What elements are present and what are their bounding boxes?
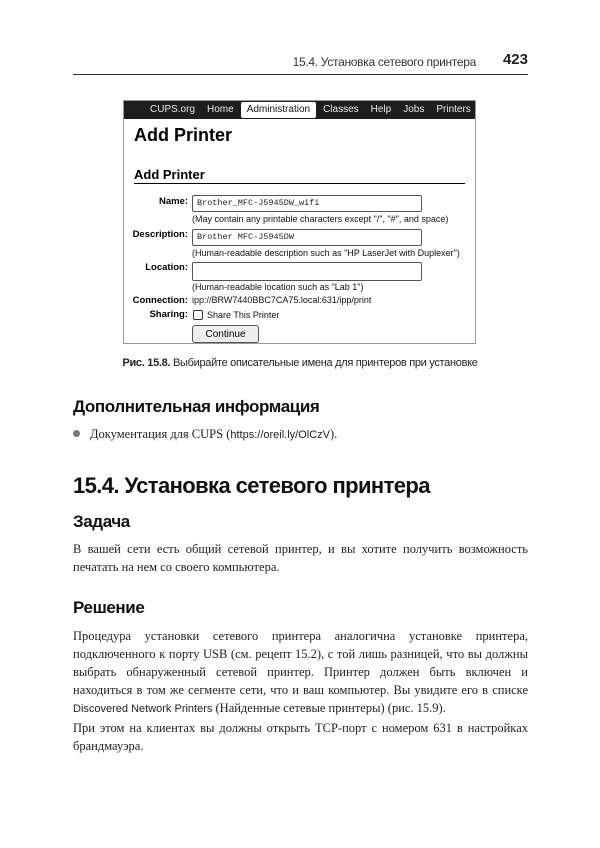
description-label: Description: <box>132 229 188 240</box>
continue-button[interactable]: Continue <box>192 325 259 343</box>
bullet-icon <box>73 430 80 437</box>
location-hint: (Human-readable location such as "Lab 1") <box>192 282 364 292</box>
name-hint: (May contain any printable characters except "/", "#", and space) <box>192 214 449 224</box>
connection-uri: ipp://BRW7440BBC7CA75.local:631/ipp/print <box>192 295 372 305</box>
location-input[interactable] <box>192 262 422 281</box>
caption-number: Рис. 15.8. <box>122 357 171 369</box>
cups-screenshot <box>123 100 476 344</box>
connection-label: Connection: <box>132 295 188 306</box>
tab-classes[interactable]: Classes <box>323 104 359 115</box>
description-input[interactable]: Brother MFC-J5945DW <box>192 229 422 246</box>
running-title: 15.4. Установка сетевого принтера <box>292 55 476 69</box>
cups-docs-link[interactable]: https://oreil.ly/OlCzV <box>230 429 330 441</box>
firewall-paragraph: При этом на клиентах вы должны открыть TCP-порт с номером 631 в настройках брандмауэра. <box>73 721 528 753</box>
discovered-printers-term: Discovered Network Printers <box>73 703 213 715</box>
tab-help[interactable]: Help <box>370 104 392 115</box>
cups-nav-bar <box>124 101 475 119</box>
share-printer-label: Share This Printer <box>207 310 280 320</box>
caption-text: Выбирайте описательные имена для принтеров при установке <box>172 357 478 369</box>
tab-printers[interactable]: Printers <box>436 104 471 115</box>
solution-paragraph <box>73 627 528 718</box>
cups-page-title: Add Printer <box>134 125 233 145</box>
section-title: 15.4. Установка сетевого принтера <box>73 473 430 498</box>
location-label: Location: <box>145 262 188 273</box>
solution-text-2: (Найденные сетевые принтеры) (рис. 15.9). <box>215 701 446 715</box>
task-heading: Задача <box>73 512 130 531</box>
figure-caption <box>0 357 600 369</box>
share-printer-checkbox[interactable] <box>193 310 203 320</box>
more-info-heading: Дополнительная информация <box>73 397 320 416</box>
solution-heading: Решение <box>73 598 145 617</box>
bullet-text: Документация для CUPS ( <box>90 427 231 441</box>
solution-text-1: Процедура установки сетевого принтера аналогична установке принтера, подключенного к порту USB (см. рецепт 15.2), с той лишь разницей, что вы должны выбрать обнаруженный сетевой принтер. Принтер должен быть включен и находиться в том же сегменте сети, что и ваш компьютер. Вы увидите его в списке <box>73 629 528 697</box>
task-paragraph: В вашей сети есть общий сетевой принтер, и вы хотите получить возможность печатать на нем со своего компьютера. <box>73 542 528 574</box>
name-input[interactable]: Brother_MFC-J5945DW_wifi <box>192 195 422 212</box>
tab-home[interactable]: Home <box>207 104 234 115</box>
page-number: 423 <box>502 51 528 68</box>
more-info-bullet <box>73 427 337 442</box>
tab-cups-org[interactable]: CUPS.org <box>150 104 196 115</box>
sharing-label: Sharing: <box>149 309 188 320</box>
tab-jobs[interactable]: Jobs <box>403 104 425 115</box>
page-header <box>73 52 528 75</box>
name-label: Name: <box>158 196 188 207</box>
bullet-end: ). <box>330 427 338 441</box>
tab-administration[interactable]: Administration <box>241 102 316 118</box>
cups-section-title: Add Printer <box>134 167 205 182</box>
section-divider <box>134 183 465 184</box>
description-hint: (Human-readable description such as "HP LaserJet with Duplexer") <box>192 248 460 258</box>
